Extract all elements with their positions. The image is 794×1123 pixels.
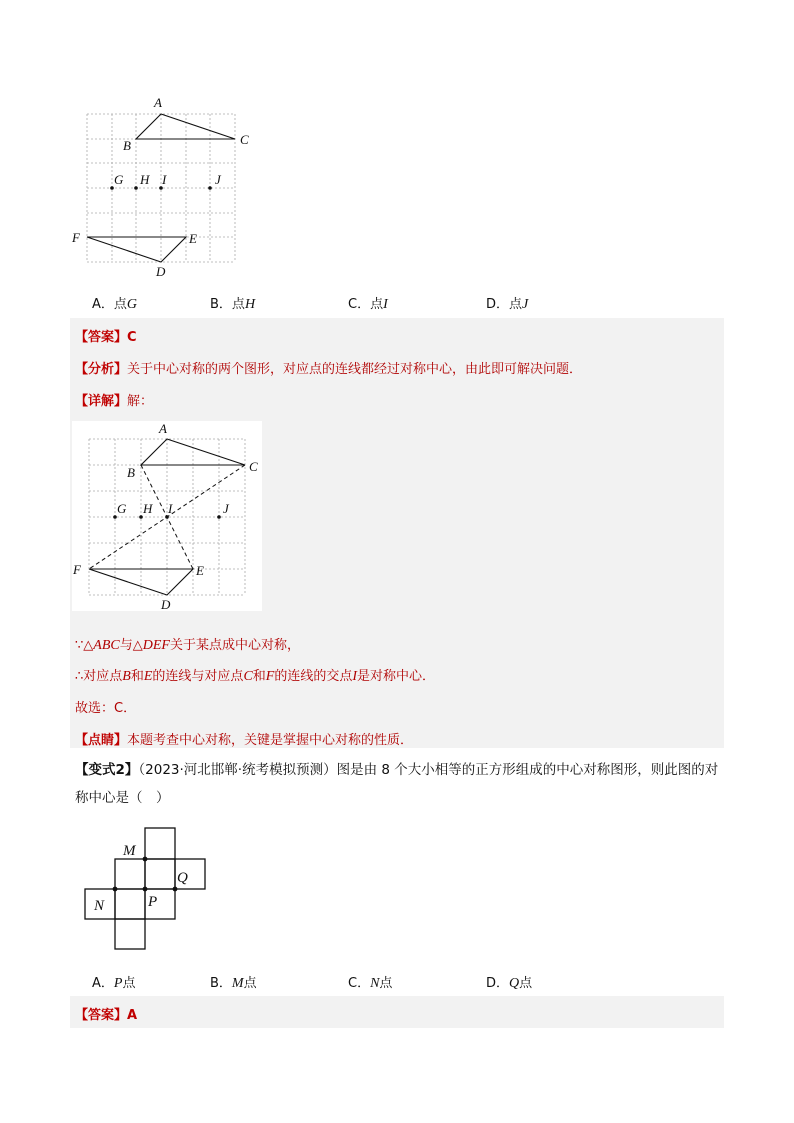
q1-choice-c[interactable]: C．点I xyxy=(348,297,388,312)
label-c: C xyxy=(249,459,258,474)
label-i: I xyxy=(168,501,173,516)
label-b: B xyxy=(127,465,135,480)
comment-line: 【点睛】本题考查中心对称，关键是掌握中心对称的性质． xyxy=(75,733,414,748)
detail-line: 【详解】解： xyxy=(75,394,154,409)
q2-choice-c[interactable]: C．N点 xyxy=(348,976,393,991)
figure-solution-diagram xyxy=(72,421,262,611)
figure-squares xyxy=(78,826,213,954)
label-n: N xyxy=(94,898,105,914)
label-e: E xyxy=(189,231,197,246)
label-j: J xyxy=(215,172,221,187)
label-g: G xyxy=(117,501,127,516)
label-q: Q xyxy=(177,870,188,886)
label-d: D xyxy=(161,597,171,611)
question-2 xyxy=(75,756,725,812)
answer-2-panel xyxy=(70,996,724,1028)
label-i: I xyxy=(162,172,167,187)
q1-choice-b[interactable]: B．点H xyxy=(210,297,256,312)
label-b: B xyxy=(123,138,131,153)
label-j: J xyxy=(223,501,229,516)
label-e: E xyxy=(196,563,204,578)
label-m: M xyxy=(123,843,136,859)
label-a: A xyxy=(154,95,162,110)
label-c: C xyxy=(240,132,249,147)
answer-2-line: 【答案】A xyxy=(75,1008,138,1023)
q1-choice-a[interactable]: A．点G xyxy=(92,297,138,312)
q2-choice-b[interactable]: B．M点 xyxy=(210,976,257,991)
analysis-line: 【分析】关于中心对称的两个图形，对应点的连线都经过对称中心，由此即可解决问题． xyxy=(75,362,583,377)
q2-choice-d[interactable]: D．Q点 xyxy=(486,976,533,991)
choose-line: 故选：C． xyxy=(75,701,137,716)
q1-choice-d[interactable]: D．点J xyxy=(486,297,529,312)
label-h: H xyxy=(140,172,150,187)
label-g: G xyxy=(114,172,124,187)
q2-choice-a[interactable]: A．P点 xyxy=(92,976,136,991)
question-2-line-2: 称中心是（ ） xyxy=(75,790,170,806)
label-f: F xyxy=(72,230,80,245)
label-a: A xyxy=(159,421,167,436)
label-p: P xyxy=(148,894,158,910)
label-f: F xyxy=(73,562,81,577)
question-2-line-1: 【变式2】（2023·河北邯郸·统考模拟预测）图是由 8 个大小相等的正方形组成的中心对称图形，则此图的对 xyxy=(75,762,719,778)
reasoning-line-2: ∴对应点B和E的连线与对应点C和F的连线的交点I是对称中心． xyxy=(75,669,436,684)
reasoning-line-1: ∵△ABC与△DEF关于某点成中心对称， xyxy=(75,638,300,653)
triangle-def xyxy=(87,237,186,262)
triangle-abc xyxy=(136,114,235,139)
label-d: D xyxy=(156,264,166,279)
answer-line: 【答案】C xyxy=(75,330,137,345)
label-h: H xyxy=(143,501,153,516)
figure-grid-triangles xyxy=(60,92,260,282)
